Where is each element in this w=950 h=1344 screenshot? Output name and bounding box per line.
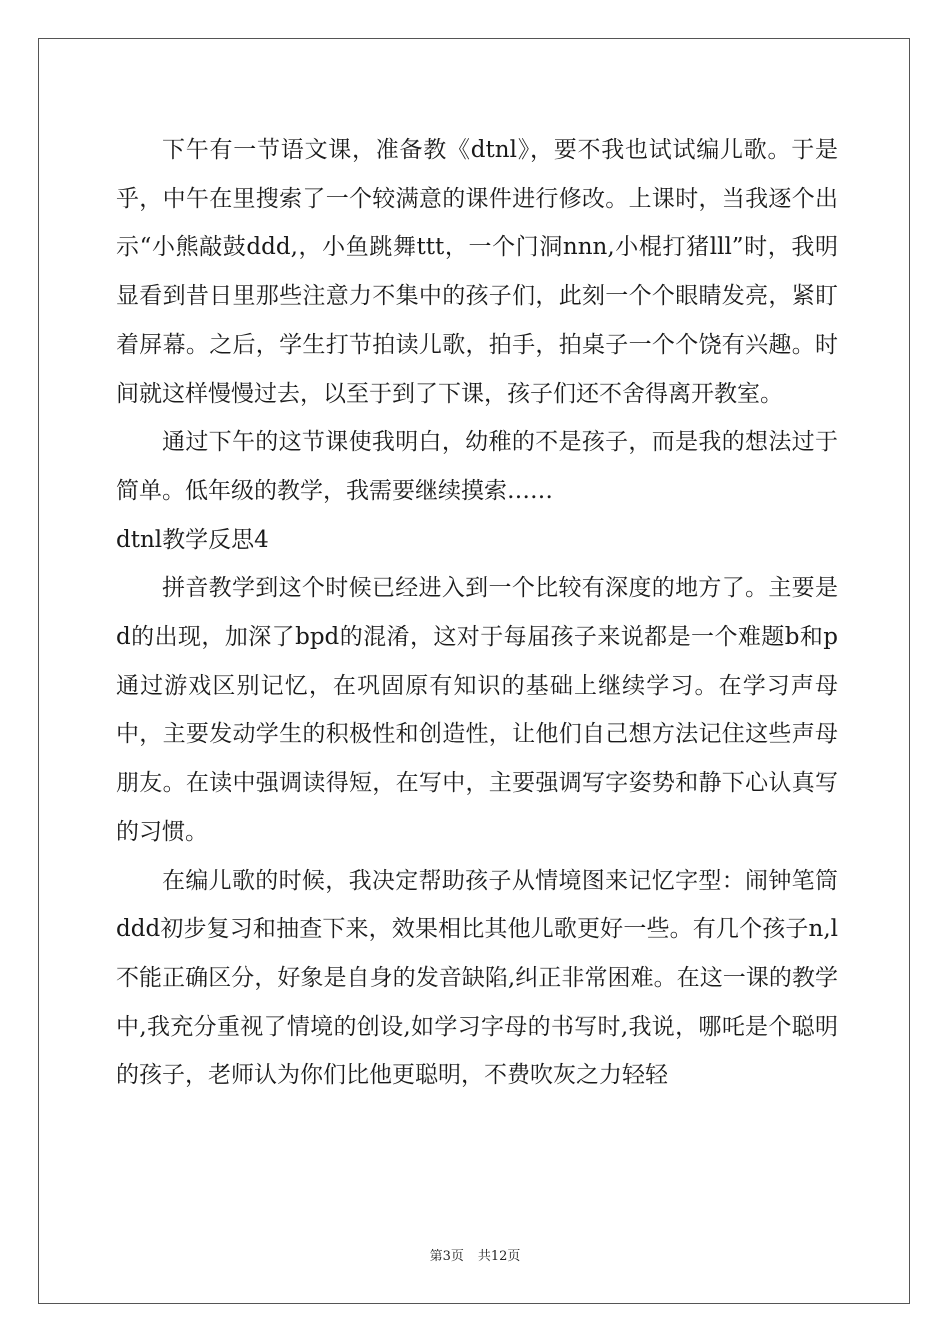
page-number: 第3页	[429, 1249, 464, 1264]
paragraph-4: 在编儿歌的时候，我决定帮助孩子从情境图来记忆字型：闹钟笔筒ddd初步复习和抽查下来，效果相比其他儿歌更好一些。有几个孩子n,l不能正确区分，好象是自身的发音缺陷,纠正非常困难。在这一课的教学中,我充分重视了情境的创设,如学习字母的书写时,我说，哪吒是个聪明的孩子，老师认为你们比他更聪明，不费吹灰之力轻轻	[116, 867, 838, 1089]
paragraph-2: 通过下午的这节课使我明白，幼稚的不是孩子，而是我的想法过于简单。低年级的教学，我需要继续摸索……	[116, 429, 838, 504]
page-total: 共12页	[477, 1249, 521, 1264]
paragraph-1: 下午有一节语文课，准备教《dtnl》，要不我也试试编儿歌。于是乎，中午在里搜索了一个较满意的课件进行修改。上课时，当我逐个出示“小熊敲鼓ddd,，小鱼跳舞ttt，一个门洞nnn,小棍打猪lll”时，我明显看到昔日里那些注意力不集中的孩子们，此刻一个个眼睛发亮，紧盯着屏幕。之后，学生打节拍读儿歌，拍手，拍桌子一个个饶有兴趣。时间就这样慢慢过去，以至于到了下课，孩子们还不舍得离开教室。	[116, 137, 838, 407]
document-body	[116, 126, 838, 1100]
section-heading: dtnl教学反思4	[116, 526, 269, 553]
page-footer	[0, 1248, 950, 1266]
paragraph-3: 拼音教学到这个时候已经进入到一个比较有深度的地方了。主要是d的出现，加深了bpd的混淆，这对于每届孩子来说都是一个难题b和p通过游戏区别记忆，在巩固原有知识的基础上继续学习。在学习声母中，主要发动学生的积极性和创造性，让他们自己想方法记住这些声母朋友。在读中强调读得短，在写中，主要强调写字姿势和静下心认真写的习惯。	[116, 575, 838, 845]
